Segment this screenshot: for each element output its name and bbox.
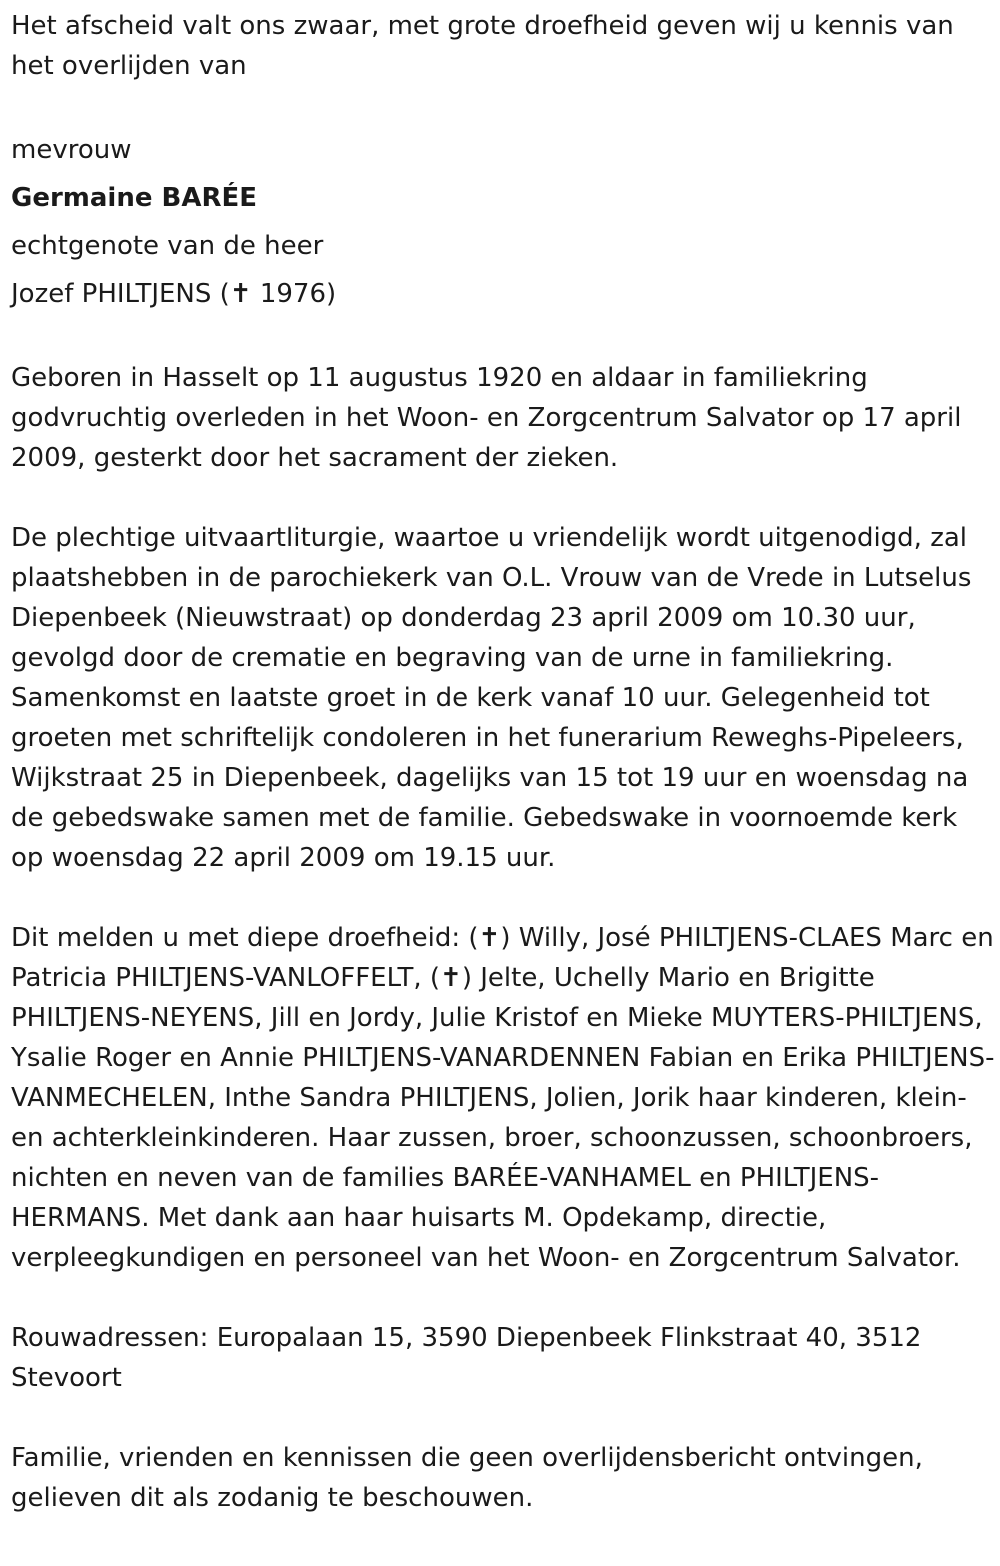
spouse-name: Jozef PHILTJENS (✝ 1976)	[11, 279, 337, 309]
spouse-intro: echtgenote van de heer	[11, 231, 324, 261]
spacer	[11, 318, 1000, 358]
spacer	[11, 86, 1000, 126]
deceased-name: Germaine BARÉE	[11, 183, 258, 213]
spacer	[11, 878, 1000, 918]
spacer	[11, 1278, 1000, 1318]
deceased-block	[11, 126, 1000, 318]
spacer	[11, 1398, 1000, 1438]
addresses-paragraph: Rouwadressen: Europalaan 15, 3590 Diepenbeek Flinkstraat 40, 3512 Stevoort	[11, 1323, 922, 1393]
intro-paragraph: Het afscheid valt ons zwaar, met grote droefheid geven wij u kennis van het overlijden van	[11, 11, 954, 81]
salutation: mevrouw	[11, 135, 132, 165]
birth-paragraph: Geboren in Hasselt op 11 augustus 1920 en aldaar in familiekring godvruchtig overleden in het Woon- en Zorgcentrum Salvator op 17 april 2009, gesterkt door het sacrament der zieken.	[11, 363, 962, 473]
closing-paragraph: Familie, vrienden en kennissen die geen overlijdensbericht ontvingen, gelieven dit als zodanig te beschouwen.	[11, 1443, 923, 1513]
spacer	[11, 478, 1000, 518]
family-paragraph: Dit melden u met diepe droefheid: (✝) Willy, José PHILTJENS-CLAES Marc en Patricia PHILTJENS-VANLOFFELT, (✝) Jelte, Uchelly Mario en Brigitte PHILTJENS-NEYENS, Jill en Jordy, Julie Kristof en Mieke MUYTERS-PHILTJENS, Ysalie Roger en Annie PHILTJENS-VANARDENNEN Fabian en Erika PHILTJENS-VANMECHELEN, Inthe Sandra PHILTJENS, Jolien, Jorik haar kinderen, klein- en achterkleinkinderen. Haar zussen, broer, schoonzussen, schoonbroers, nichten en neven van de families BARÉE-VANHAMEL en PHILTJENS-HERMANS. Met dank aan haar huisarts M. Opdekamp, directie, verpleegkundigen en personeel van het Woon- en Zorgcentrum Salvator.	[11, 923, 995, 1273]
ceremony-paragraph: De plechtige uitvaartliturgie, waartoe u vriendelijk wordt uitgenodigd, zal plaatshebben in de parochiekerk van O.L. Vrouw van de Vrede in Lutselus Diepenbeek (Nieuwstraat) op donderdag 23 april 2009 om 10.30 uur, gevolgd door de crematie en begraving van de urne in familiekring. Samenkomst en laatste groet in de kerk vanaf 10 uur. Gelegenheid tot groeten met schriftelijk condoleren in het funerarium Reweghs-Pipeleers, Wijkstraat 25 in Diepenbeek, dagelijks van 15 tot 19 uur en woensdag na de gebedswake samen met de familie. Gebedswake in voornoemde kerk op woensdag 22 april 2009 om 19.15 uur.	[11, 523, 972, 873]
